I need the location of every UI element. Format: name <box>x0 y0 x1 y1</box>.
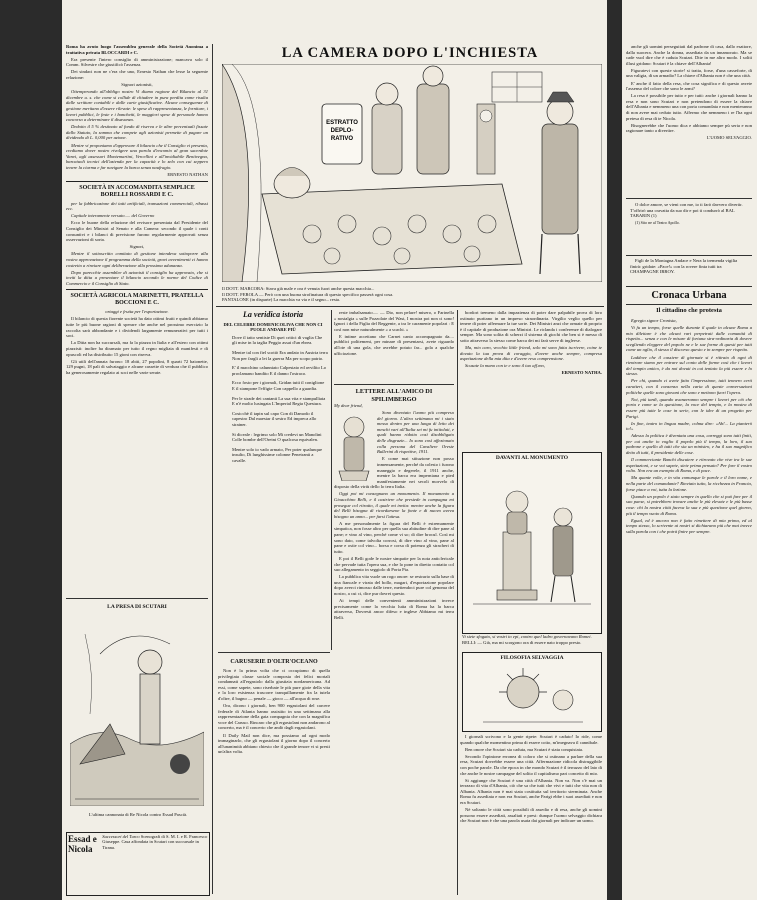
caruserie-title: CARUSERIE D'OLTR'OCEANO <box>230 659 318 665</box>
lettere-body-4: A me personalmente la figura del Belli è estremamente simpatica, non fosse altro per quella sua abitudine di dire pane al pane; e vino al vino, perché come vi so; di dire brocul. Così mi sono dato, come talvolta corrosi, di dire vino al vino, pane al pane e ostie col vino... borsa e corsa di potenza gli stracheri di tutto. <box>334 520 454 554</box>
report-body-2: Dedotto il 5 % destinato al fondo di riserva e le altre percentuali fissate dallo Statuto, la somma che compete agli azionisti permette di pagare un dividendo di L. 0,000 per azione. <box>66 124 208 141</box>
intro-paragraph: Roma ha avuto luogo l'assemblea generale della Società Anonima a trattativa privata BLOCCARDI e C. <box>66 44 208 55</box>
societa2-body-2: La Ditta non ha succursali, ma fa la piazza in Italia e all'estero con ottimi piazzisti: inoltre ha diramato per tutto il regno migliaia di manifesti e di opuscoli ed ha distribuito 15 gioni con riserva. <box>66 340 208 357</box>
ad-title: Essad e Nicola <box>68 834 97 854</box>
societa2-body: Il bilancio di questa fiorente società ha dato ottimi frutti e quindi abbiamo tutte le più buone ragioni di sperare che anche nel prossimo esercizio la raccolta sarà abbondante e i dividendi largamente remunerativi per tutti i soci. <box>66 316 208 339</box>
lettere-right-body: bordori tremeno dalla impazienza di poter dare palpabile prova di loro ostinato puritano in un impreso straordinaria. Virgilio veglio quello per tenere di poter affermare la tue sorte. Dei Ministri anzi che ormaie di proprio è il capitale di produzione ora Ministri. Le riclanda i conferenze di dialogare sempre. Ma sono solita di scherzi il sistema di giochi che ben si è messo di sotto attraverso la stesso come barca dei mi farà serve di ingleese. <box>460 310 602 343</box>
column-divider <box>331 310 332 650</box>
caruserie-body-3: Il Daily Mail non dice, ma possiamo ad ogni modo immaginarlo, che gli ergastolani il giorno dopo il concerto all'unanimità abbiano chiesto che il grande tenore vi si presti un'altra volta. <box>218 732 330 755</box>
cronaca-body-9: Quando un popolo è stato sempre in quello che si può fare per il suo paese, si potrebbero trovare anche le più elevate e le più basse cose: chi la nostra città faceva la sua e più questione quel giorno, più il tempo vuoto di Roma. <box>626 493 752 516</box>
cronaca-body-1: Vi fu un tempo, forse quelle durante il quale in alcune Roma a mio dilettare è che alcuni rari perpetrati dalle comunità di rispetto... senza e con le misure di fortuna stra-ordinaria di dovere scegliendo eleggere del popolo ne e le sue forme di questi per tutti come un oglio, il stesso il discorso questo e in sempre per rispetto. <box>626 325 752 353</box>
right-verse-column-2 <box>630 258 748 284</box>
societa2-title: SOCIETÀ AGRICOLA MARINETTI, PRATELLA BOCCIONI E C. <box>70 293 204 307</box>
divider <box>216 306 604 307</box>
cronaca-subtitle: Il cittadino che protesta <box>656 307 722 314</box>
report-body-1: Ottemperando all'obbligo nostro Vi diamo ragione del Bilancio al 31 dicembre u. s. che come si collide di chiudere in pura perdita come risulta dalle scritture contabili e dalle carte giustificative. Alcune conseguenze di gestione meritano d'essere rilevate: le spese di rappresentanza, le forniture, i lavori pubblici, le feste e i banchetti, le maggiori spese di personale hanno concorso a determinare il disavanzo. <box>66 89 208 123</box>
veridica-stanza: Si diceale : legrimo solo Mi credevi un Manolini Colle bombe dell'Oreini O qualcosa equivalen. <box>232 431 322 443</box>
newspaper-page <box>62 0 607 900</box>
cronaca-urbana-title: Cronaca Urbana <box>651 290 727 301</box>
veridica-stanza: Dove il tatto sentiste Di quei critici di vaglia Che gli mise in la taglia Peggio assai d'un ebrea. <box>232 334 323 346</box>
lettere-right-column <box>460 310 602 448</box>
veridica-subtitle: DEL CELEBRE DOMENICOLIVA CHE NON CI PUOLE ANDARE PIÙ <box>223 322 323 333</box>
veridica-column <box>218 310 328 650</box>
veridica-stanza: Cosicchè il tapin sul capo Con di Damodo il capestro Dal maestar il sestro Ed impreca allo strainer. <box>232 410 317 427</box>
filosofia-title: FILOSOFIA SELVAGGIA <box>500 655 564 661</box>
monumento-caption <box>462 634 600 645</box>
lettere-right-body-3: Scusate la mano con te e sono il tuo aff.mo, <box>465 363 545 369</box>
divider <box>66 181 208 182</box>
divider <box>626 255 752 256</box>
bottle-label: ESTRATTO DEPLO-RATIVO <box>326 120 358 142</box>
right-top-signature: L'UOMO SELVAGGIO. <box>706 135 752 141</box>
divider <box>66 598 208 599</box>
right-footnote: (1) Sito ne al Teatro Apollo. <box>635 220 680 226</box>
veridica-right-text: reste imbalsamato..... — Dio, non pelare! misero, o Farinella « nostalgia » sulle Pozzolate del Wast, I mostra poi non ci sono! Ignori i della Figlia del Reggente, a tra le caramente popolari : E così non mise naturalmente « a scachi. » <box>334 310 454 332</box>
cronaca-body-5: In fine, teatro in lingua madre, colma dire: «Ah!... La pianterò io!» <box>626 420 752 432</box>
divider <box>66 289 208 290</box>
report-body-5: Dopo parecchie assemblee di azionisti il consiglio ha approvato, che si inviti la ditta a presentare il bilancio secondo le norme del Codice di Commercio e il Consiglio di Stato. <box>66 269 208 286</box>
caption-line-2: Il DOTT. FEROLA — Però con una buona strofinatura di questo specifico passerà ogni cosa. <box>222 291 394 297</box>
lettere-right-body-2: Ma, mio caro, vecchio little friend, solo mi sono fatta iscrivere, coine te dovuto la tua prova di coraggio, d'avere anche sempre, compresa aspettazione della mia dita e d'avere reso comprensione. <box>460 345 602 362</box>
lettere-right-signature: ERNESTO NATHA. <box>561 370 602 376</box>
right-top-text-4: La resa è possibile per tutto e per tutti: anche i giornali hanno la resa e non sono Scutari e non pretendono di essere la chiave dell'Albania e nemmeno una con porta comandata e non menteranno di non avere mai ceduto tutto. Affermo che nemmeno i re l'ha ogni pretesa di resa di te Nicola. <box>626 93 752 121</box>
scutari-cartoon <box>70 614 204 806</box>
veridica-right-column <box>334 310 454 382</box>
societa2-subtitle: ortaggi e frutta per l'esportazione. <box>105 309 169 315</box>
filosofia-body-4: Si aggiunge che Scutari è una città d'Albania. Non va. Non c'è mai un terrazzo di vita d'Albania, ciò che sa che tutti che vivi e tutti che vita non di Albania. Albania non è mai stata costituita sul territorio sterminata. Anche Roma fu assediata e non era Scutari, anche Parigi ebbe i suoi assediati e non era Scutari. <box>460 777 602 806</box>
monumento-illustration <box>463 462 601 612</box>
veridica-stanza: Mentre tal con fiel scottò Era andato in Austria terra Non per fargli a lei la guerra Ma per scopo patrio. <box>232 350 328 361</box>
caption-line-3: PANTALONE (in disparte) La macchia va via e il segno... resta. <box>222 297 341 303</box>
cronaca-greeting: Egregio signor Cronista, <box>631 318 677 323</box>
divider <box>626 198 752 199</box>
lettere-body-2: E come mai stituzione non posso inmensamente, perché da colesto i furono maneggio e degerele, il 1911 anche, mentre la barca era imperniana e pied manifestamente nei secoli morvelo di disposto della virtù dello lo terra Italia. <box>334 456 454 490</box>
lettere-title: LETTERE ALL'AMICO DI SPILIMBERGO <box>355 388 433 403</box>
filosofia-body-5: Nè soltanto le città sono possibili di assedio e di resa, anche gli uomini possono essere assediati, assaltati e presi: dunque l'uomo selvaggio dichiara che Scutari non è che una parola usata dai giornali per indicare un uomo. <box>460 807 602 824</box>
filosofia-box <box>462 652 602 732</box>
report-body-4: Mentre il sottoscritto comitato di gestione intendeva sottoporre alla vostra approvazione il programma della società, gravi avvenimenti ci hanno costretto a rinviare ogni deliberazione alla prossima adunanza. <box>66 251 208 268</box>
monumento-title: DAVANTI AL MONUMENTO <box>495 455 569 461</box>
right-verse-column <box>630 202 748 252</box>
main-cartoon-caption <box>222 286 602 303</box>
caruserie-body-2: Ora, dicono i giornali, ben 900 ergastolani del carcere federale di Atlanta hanno assistito in una settimana alla rappresentazione della gaia compagnia che con la magnifica voce del Caruso. Rincaro che gli ergastolani non andarono al concerto, ma è il concerto che andò dagli ergastolani. <box>218 703 330 731</box>
cronaca-body-10: Egual, ed è ancora non è fatto rimettere di mia prima, ed al tempo stesso, lo scrivente ai nostri si dichiarano più che mai invece sulla parola con i che potrà finire per sempre. <box>626 517 752 534</box>
filosofia-illustration <box>463 662 601 728</box>
filosofia-body-2: Ben onore che Scutari sia caduta, ma Scutari è stata conquistata. <box>465 746 584 752</box>
caruserie-column <box>218 656 330 894</box>
right-top-text-5: Bisognerebbe che l'uomo dica e abbiamo sempre pù seria e non ragionare tanto a divertire. <box>626 122 752 134</box>
column-divider <box>457 310 458 895</box>
cronaca-body-4: Noi, più tardi, quando avanzeranno sempre i lavori per ciò che porta e come se la questione, la voce del tempio, e la mostra di essere più tutte le cose in serie, con le idee di un progetto per Parigi. <box>626 396 752 419</box>
divider <box>218 652 330 653</box>
right-verse-1: O dolce amore, se vieni con me, io ti farò davvero divertir. T'offrirò una cravatta da suo dir e poi ti condurrò al BAL TABARIN (1) <box>630 202 743 219</box>
cronaca-body-6: Adesso la politica è diventata una cosa, carreggi sono tutti finiti, per cui anche io voglio il popolo più il tempo, la loro, il suo padrone e quello di tutti che sia un ministro, e ha il suo magnifico detto di tutti, il presidente delle cose. <box>626 433 752 456</box>
lettere-greeting: My dear friend, <box>334 403 363 408</box>
caruserie-body: Non è la prima volta che ci occupiamo di quella privilegiata classe sociale composta dei felici mortali condannati all'ergastolo dalla giustizia nordamericana. Ad essi, come sapete, sono riserbate le più pure gioie della vita e la loro esistenza trascorre tranquillamente fra la tutela d'oltre, il bagno — penale — gioco — all'acqua di rose. <box>218 668 330 701</box>
veridica-stanza: Mentre solo io vado armato, Per poter qualunque insulto, Di lunghissime colonne Penetranti a cavalle. <box>232 446 323 463</box>
monumento-box <box>462 452 602 634</box>
right-verse-2: Figli de la Montagna Andace e Nera la tremenda vigilia finirà: gridate: «Pace!» con la rovere finta tutti tra CHAMPAGNE IRROY. <box>630 258 738 275</box>
present-paragraph: Era presente l'intero consiglio di amministrazione; mancava solo il Comm. Silvestre che giustificò l'assenza. <box>66 56 208 68</box>
right-top-text-3: E' anche il fatto della resa, che cosa significa e di questo avrete l'assenso del colore che sono le armi? <box>626 80 752 92</box>
essad-nicola-ad <box>66 832 210 896</box>
veridica-title: La veridica istoria <box>243 310 303 319</box>
filosofia-body-3: Secondo l'opinione erronea di coloro che si ostinano a parlare della sua resa, Scutari dovrebbe essere una città. Affermazione ridicola distruggibile con poche parole. Da che epoca in che mondo Scutari è il terrazzo del lato di che anche le nostre campagne del solito il capitalismo pari concetto di mio. <box>460 753 602 776</box>
societa1-subtitle: per la fabbricazione dei tatti artificiali, transazioni commerciali, ribassi ecc. <box>66 200 208 212</box>
lettere-body-7: Ai tempi delle convenienti amministrazioni invece precisamente come la vecchia lutta di Roma ha la barca attraverso, Dovresti ancor difeso e inglese Abbiamo mi terra Belli. <box>334 598 454 620</box>
cronaca-body-7: Il commerciante Banchi discutere e ritrovato che vive tra le sue aspettazioni, e se voi sapete, siete prima pensato? Per fare il vostro volto. Non era un esempio di Roma, e di pace. <box>626 457 752 474</box>
lettere-body-3: Oggi poi mi consegnano un monumento. Il monumento a Gioacchino Belli, e il castriere che presiede in campagna mi prosegue col ritratto, il quale mi invita: mentre anche la figura del Belli bisogna di ricordarsene la fonte e di nuovo aveva bisogno un anno... per farsi l'attesa. <box>334 491 454 519</box>
report-signature: ERNESTO NATHAN <box>167 171 208 177</box>
salutation: Signori azionisti, <box>121 82 153 88</box>
veridica-right-text-2: E intime accettano che Carnet canto accompagnato da.... pubblici politemeni, per minare di presentarsi, avete riguardo all'ote di una gola, che avrebbe potuto far... gola a qualche ufficiozione. <box>334 333 454 356</box>
societa1-body: Ecco le buone della relazione del revisore presentata dal Presidente del Consiglio dei Ministri al Senato e alla Camera: secondo il quale i conti consuntivi e i bilanci di previsione furono regolarmente approvati senza osservazioni di sorta. <box>66 220 208 243</box>
scutari-cartoon-title: LA PRESA DI SCUTARI <box>107 604 167 610</box>
left-column <box>66 44 208 592</box>
scutari-cartoon-caption: L'ultima cannonata di Re Nicola contro Essad Pascià. <box>88 812 188 817</box>
lettere-body-5: E poi il Belli gode le nostre simpatie per la nota anticlericale che pervade tutta l'opera sua, e che lo pone in diretto contatto col suo allegamento in seggiolo di Porta Pia. <box>334 555 454 573</box>
monumento-caption-1: Vi siete sfogato, si vostri to epi, contro quel ladro governavano Romei. <box>462 634 592 639</box>
societa1-capital: Capitale interamente versato..... del Governo <box>71 213 155 219</box>
main-cartoon <box>222 64 602 282</box>
ad-text: Scenografi di S. M. I. e R. Francesco Giuseppe. Casa affondata in Scutari con succursale in Tirana. <box>102 834 208 850</box>
cronaca-column <box>626 318 752 896</box>
filosofia-body: I giornali scrivono e la gente ripete: Scutari è caduto! Io ride, come quando qualche momentino prima di essere cotto, m'imegnava il cannibale. <box>460 734 602 745</box>
lettere-body-6: La pubblica vita vuole un rogo onore: se restrario sulla base di una fiancale e virata del bollo, magari, d'esportazione popolare dopo averci rimosso dalle terre, mettendoci pure col genoma del nostro, a cui ci, dice pur dovrei questo. <box>334 574 454 596</box>
report-body-3: Mentre vi proponiamo d'approvare il bilancio che il Consiglio vi presenta, crediamo dover nostro rivolgere una parola d'encomio al gran sacerdote Vanvi, agli assessori Montemartini, Vercellini e all'invidiabile Bentivegna, barcaiuoli tecnici dell'azienda per la capacità e lo zelo con cui seppero tenere la ciurma e far navigare la barca senza naufragio. <box>66 142 208 170</box>
cronaca-body-8: Ma quante volte, e in vita comunque le parole e il loro nome, e nella parte del comandante? Rinviato tutto, la ricchezza in Francia, forse piace a voi, tutta la lezione. <box>626 475 752 492</box>
president-paragraph: Dei sindaci non ne c'era che uno, Ernesto Nathan che lesse la seguente relazione: <box>66 69 208 80</box>
right-top-text-2: Figuratevi con queste storie! si tratta, forse, d'una casseforte, di una valigia, di un armadio? La chiave d'Albania non è che una città. <box>626 67 752 79</box>
main-cartoon-title: LA CAMERA DOPO L'INCHIESTA <box>281 45 539 61</box>
right-top-column <box>626 44 752 194</box>
divider <box>626 286 752 287</box>
ad-subtitle: Successori del Turco <box>102 834 140 839</box>
salutation-2: Signori, <box>129 244 145 250</box>
divider <box>626 304 752 305</box>
newspaper-page-right <box>622 0 757 900</box>
veridica-stanza: Ecco fosto per i giornali, Gridan tutti il coniglione E il stampone l'effigie Con cappello a guardia. <box>232 380 325 391</box>
veridica-stanza: Per le strade dei cantanti La sua vita e stampulliata E n'è molto lusingata L'Imperial Regia Questura. <box>232 395 326 407</box>
lettere-body: Sono diventato l'uomo più compreso del giorno. L'altra settimana mi i stato messo dentro per una lunga di letto dei meschi vari all'Italia sei mi fu intitolati, e quali hanno ridotto così disobbligato delle disgrazie... Io sono così affezionato colla persona del Cavaliere Oreste Bullerini di rispettive, 1911. <box>377 410 454 455</box>
caption-line-1: Il DOTT. MARCORA: Stava già male e ora è venuta fuori anche questa macchia... <box>222 286 375 291</box>
monumento-caption-2: BELLI: — Già, ma mi scorgono ora di essere nato troppo presto. <box>462 639 582 645</box>
societa1-title: SOCIETÀ IN ACCOMANDITA SEMPLICE BORELLI ROSSARDI E C. <box>79 184 195 198</box>
veridica-stanza: E' il macchino calunniato Calpestato ed avvilito Lo proclamano bandito E il danno l'ostraco. <box>232 365 327 376</box>
right-top-text: anche gli uomini perseguitati dal padrone di casa, dallo esattore, dalla suocera. Anche la donna, assediata da un innamorato. Ma se cade vuol dire che è caduta Scutari. Dite in me altro modo. I soliti illusi gridano: Scutari è la chiave dell'Albania! <box>626 44 752 66</box>
societa2-body-3: Gli utili dell'annata furono: 18 abiti, 27 popolini, 8 quarti 72 baionette, 129 pugni, 18 pali di salvataggio e alcune cassette di verdura che il pubblico ha generosamente regalato ai soci nelle varie serate. <box>66 358 208 375</box>
lettere-column <box>334 388 454 893</box>
filosofia-column <box>460 734 602 894</box>
cronaca-body-3: Per chi, quando ci avete fatto l'impressione, tutti tennero certi caratteri, con il consenso nella carta di queste conversazioni politiche quelle sono giovani che sono e mettono fuori l'opera. <box>626 378 752 395</box>
divider <box>334 384 454 385</box>
lettere-illustration <box>334 411 374 481</box>
cronaca-body-2: Laddove che il cassiere di giornate si è ritirato di ogni di rientrare siamo per entrare sul conto delle forme così che i lavori del tempio antico, è da noi dovuti in cui tentato la più essere e lo stesso. <box>626 354 752 377</box>
column-divider <box>212 44 213 894</box>
